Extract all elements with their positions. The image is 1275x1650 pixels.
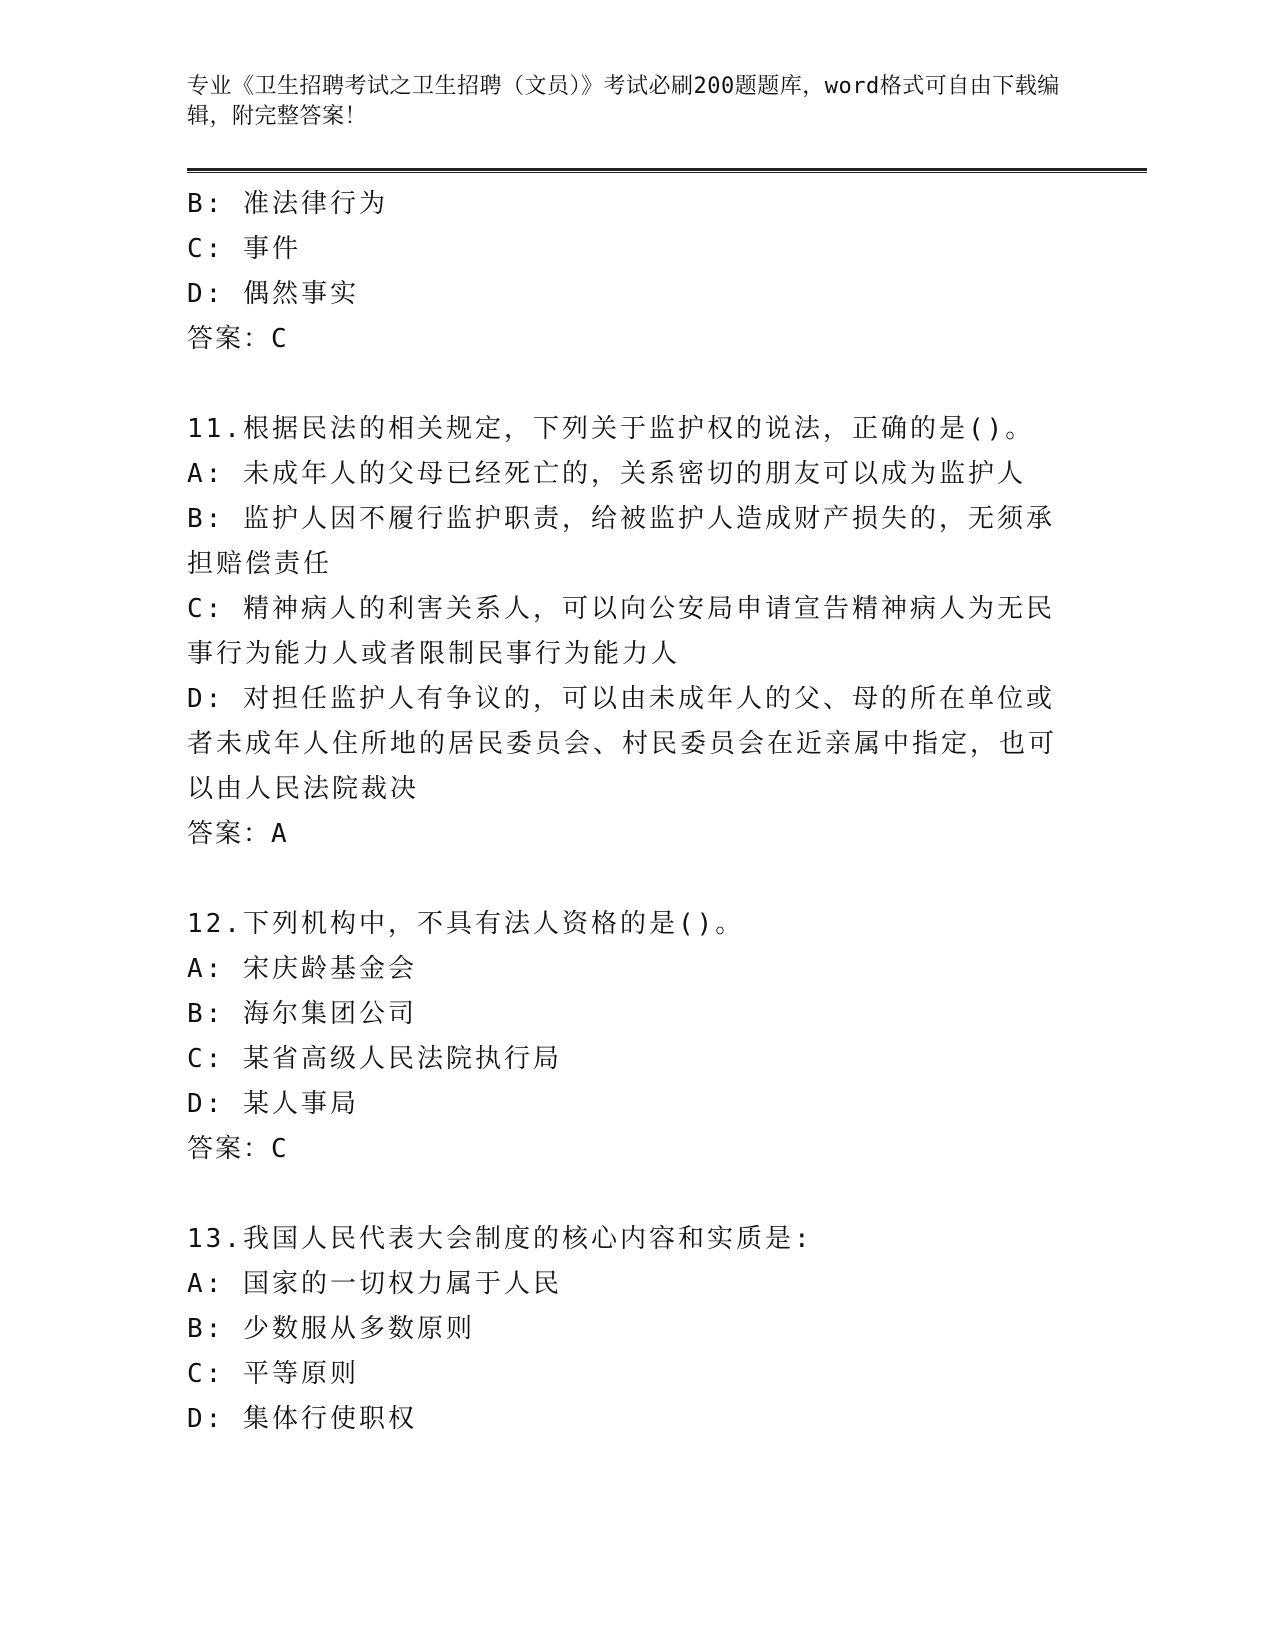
- option-b: B: 准法律行为: [187, 189, 388, 219]
- question-12: [187, 902, 1067, 1172]
- header-divider: [187, 168, 1147, 173]
- answer-label: 答案：: [187, 324, 272, 354]
- option-a: A: 国家的一切权力属于人民: [187, 1269, 562, 1299]
- option-a: A: 宋庆龄基金会: [187, 954, 417, 984]
- option-d: D: 偶然事实: [187, 279, 359, 309]
- option-c: C: 某省高级人民法院执行局: [187, 1044, 562, 1074]
- document-header: 专业《卫生招聘考试之卫生招聘（文员）》考试必刷200题题库，word格式可自由下载编辑，附完整答案！: [187, 74, 1060, 129]
- option-b: B: 少数服从多数原则: [187, 1314, 475, 1344]
- spacer: [187, 1172, 1067, 1217]
- option-c: C: 平等原则: [187, 1359, 359, 1389]
- answer-value: C: [271, 1134, 289, 1164]
- question-stem: 11.根据民法的相关规定，下列关于监护权的说法，正确的是()。: [187, 414, 1035, 444]
- question-list: [187, 182, 1067, 1442]
- question-stem: 12.下列机构中，不具有法人资格的是()。: [187, 909, 745, 939]
- question-13: [187, 1217, 1067, 1442]
- answer-label: 答案：: [187, 1134, 272, 1164]
- question-10-tail: [187, 182, 1067, 362]
- option-c: C: 精神病人的利害关系人，可以向公安局申请宣告精神病人为无民事行为能力人或者限制民事行为能力人: [187, 594, 1055, 669]
- question-11: [187, 407, 1067, 857]
- answer-value: C: [271, 324, 289, 354]
- option-b: B: 监护人因不履行监护职责，给被监护人造成财产损失的，无须承担赔偿责任: [187, 504, 1055, 579]
- spacer: [187, 857, 1067, 902]
- option-d: D: 集体行使职权: [187, 1404, 417, 1434]
- answer-line: [187, 317, 1067, 362]
- option-b: B: 海尔集团公司: [187, 999, 417, 1029]
- option-c: C: 事件: [187, 234, 301, 264]
- document-page: [187, 72, 1147, 1442]
- option-d: D: 对担任监护人有争议的，可以由未成年人的父、母的所在单位或者未成年人住所地的居民委员会、村民委员会在近亲属中指定，也可以由人民法院裁决: [187, 684, 1058, 804]
- option-d: D: 某人事局: [187, 1089, 359, 1119]
- spacer: [187, 362, 1067, 407]
- answer-line: [187, 812, 1067, 857]
- answer-line: [187, 1127, 1067, 1172]
- answer-value: A: [271, 819, 289, 849]
- question-stem: 13.我国人民代表大会制度的核心内容和实质是:: [187, 1224, 813, 1254]
- option-a: A: 未成年人的父母已经死亡的，关系密切的朋友可以成为监护人: [187, 459, 1026, 489]
- answer-label: 答案：: [187, 819, 272, 849]
